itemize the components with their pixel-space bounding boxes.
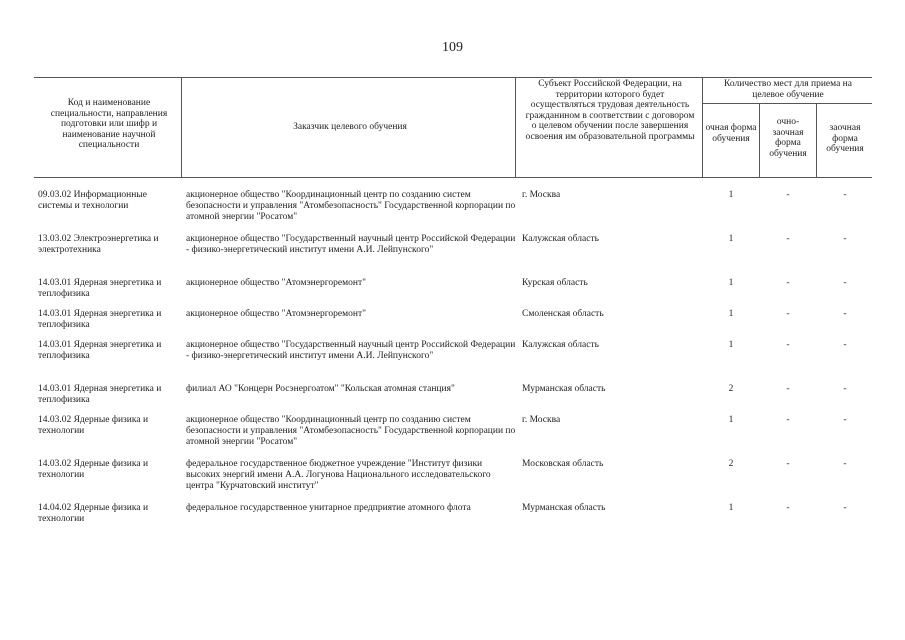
row-customer: филиал АО "Концерн Росэнергоатом" "Кольская атомная станция": [186, 384, 455, 394]
row-subject: Курская область: [522, 278, 588, 288]
row-subject: Смоленская область: [522, 309, 604, 319]
row-full-time: 1: [728, 503, 734, 513]
row-customer: акционерное общество "Государственный научный центр Российской Федерации - физико-энергетический институт имени А.И. Лейпунского": [186, 340, 516, 361]
header-top-rule: [34, 77, 872, 78]
row-full-time: 2: [728, 384, 734, 394]
row-customer: акционерное общество "Атомэнергоремонт": [186, 309, 366, 319]
row-part-time: -: [786, 459, 790, 469]
row-customer: федеральное государственное бюджетное учреждение "Институт физики высоких энергий имени А.А. Логунова Национального исследовательского центра "Курчатовский институт": [186, 459, 491, 491]
header-form-full-time: очная форма обучения: [705, 123, 757, 144]
row-spec: 14.03.01 Ядерная энергетика и теплофизика: [38, 309, 162, 330]
row-subject: г. Москва: [522, 190, 561, 200]
row-spec: 14.03.01 Ядерная энергетика и теплофизика: [38, 340, 162, 361]
row-spec: 14.03.02 Ядерные физика и технологии: [38, 415, 149, 436]
row-part-time: -: [786, 384, 790, 394]
row-subject: Мурманская область: [522, 503, 606, 513]
row-distance: -: [843, 503, 847, 513]
row-distance: -: [843, 190, 847, 200]
header-subject: Субъект Российской Федерации, на территории которого будет осуществляться трудовая деятельность гражданином в соответствии с договором о целевом обучении после завершения освоения им образовательной программы: [525, 79, 695, 142]
row-subject: Мурманская область: [522, 384, 606, 394]
row-subject: Московская область: [522, 459, 604, 469]
row-distance: -: [843, 459, 847, 469]
header-customer: Заказчик целевого обучения: [293, 122, 407, 132]
row-customer: федеральное государственное унитарное предприятие атомного флота: [186, 503, 471, 513]
row-subject: Калужская область: [522, 234, 599, 244]
row-part-time: -: [786, 278, 790, 288]
row-distance: -: [843, 278, 847, 288]
col-divider-1: [181, 77, 182, 177]
header-bottom-rule: [34, 177, 872, 178]
row-part-time: -: [786, 234, 790, 244]
row-distance: -: [843, 234, 847, 244]
row-customer: акционерное общество "Координационный центр по созданию систем безопасности и управления "Атомбезопасность" Государственной корпорации по атомной энергии "Росатом": [186, 190, 516, 222]
places-sub-rule: [702, 103, 872, 104]
page-number: 109: [442, 40, 463, 55]
col-divider-4: [759, 103, 760, 177]
row-full-time: 1: [728, 415, 734, 425]
row-distance: -: [843, 415, 847, 425]
row-part-time: -: [786, 309, 790, 319]
row-subject: Калужская область: [522, 340, 599, 350]
row-full-time: 2: [728, 459, 734, 469]
row-spec: 13.03.02 Электроэнергетика и электротехника: [38, 234, 159, 255]
row-full-time: 1: [728, 190, 734, 200]
header-form-distance: заочная форма обучения: [826, 123, 864, 154]
row-full-time: 1: [728, 340, 734, 350]
row-customer: акционерное общество "Атомэнергоремонт": [186, 278, 366, 288]
row-spec: 09.03.02 Информационные системы и технологии: [38, 190, 147, 211]
row-distance: -: [843, 309, 847, 319]
row-full-time: 1: [728, 234, 734, 244]
row-spec: 14.04.02 Ядерные физика и технологии: [38, 503, 149, 524]
header-spec: Код и наименование специальности, направления подготовки или шифр и наименование научной специальности: [50, 98, 168, 150]
row-part-time: -: [786, 503, 790, 513]
row-spec: 14.03.01 Ядерная энергетика и теплофизика: [38, 278, 162, 299]
row-part-time: -: [786, 415, 790, 425]
header-form-part-time: очно-заочная форма обучения: [769, 117, 807, 159]
row-subject: г. Москва: [522, 415, 561, 425]
row-part-time: -: [786, 340, 790, 350]
row-spec: 14.03.02 Ядерные физика и технологии: [38, 459, 149, 480]
row-full-time: 1: [728, 309, 734, 319]
row-distance: -: [843, 384, 847, 394]
row-customer: акционерное общество "Государственный научный центр Российской Федерации - физико-энергетический институт имени А.И. Лейпунского": [186, 234, 516, 255]
row-customer: акционерное общество "Координационный центр по созданию систем безопасности и управления "Атомбезопасность" Государственной корпорации по атомной энергии "Росатом": [186, 415, 516, 447]
row-part-time: -: [786, 190, 790, 200]
col-divider-3: [702, 77, 703, 177]
row-spec: 14.03.01 Ядерная энергетика и теплофизика: [38, 384, 162, 405]
row-distance: -: [843, 340, 847, 350]
header-places: Количество мест для приема на целевое обучение: [724, 79, 852, 100]
col-divider-5: [816, 103, 817, 177]
row-full-time: 1: [728, 278, 734, 288]
col-divider-2: [515, 77, 516, 177]
